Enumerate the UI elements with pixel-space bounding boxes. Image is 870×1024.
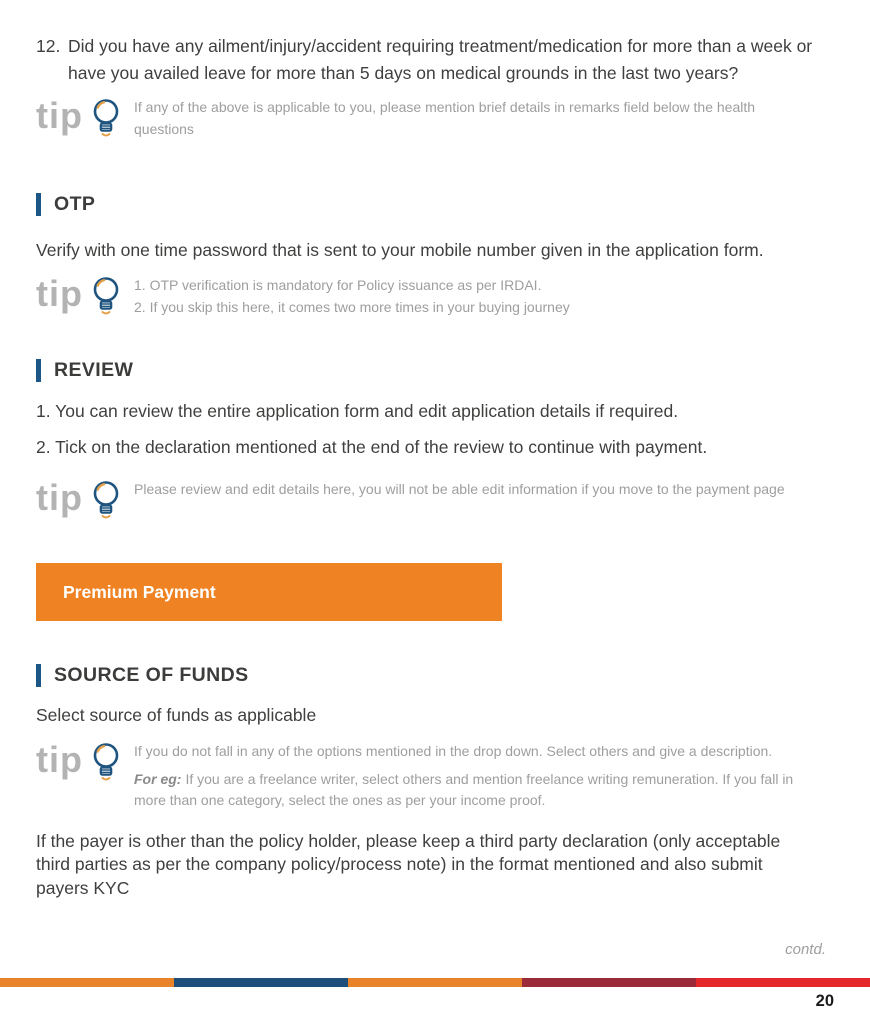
stripe-segment bbox=[696, 978, 870, 987]
lightbulb-icon bbox=[90, 94, 134, 145]
tip-text-funds-example: If you are a freelance writer, select others and mention freelance writing remuneration. If you fall in more than one category, select the ones as per your income proof. bbox=[134, 770, 794, 808]
section-accent-bar bbox=[36, 193, 41, 216]
review-step-2: 2. Tick on the declaration mentioned at the end of the review to continue with payment. bbox=[36, 437, 708, 457]
premium-payment-button[interactable] bbox=[36, 563, 502, 621]
tip-label: tip bbox=[36, 95, 83, 136]
review-step-1: 1. You can review the entire application form and edit application details if required. bbox=[36, 401, 679, 421]
section-title-review: REVIEW bbox=[54, 359, 134, 381]
tip-text-funds-intro: If you do not fall in any of the options mentioned in the drop down. Select others and give a description. bbox=[134, 743, 773, 759]
question-text: Did you have any ailment/injury/accident requiring treatment/medication for more than a week or have you availed leave for more than 5 days on medical grounds in the last two years? bbox=[68, 36, 813, 83]
stripe-segment bbox=[174, 978, 348, 987]
footer-stripe bbox=[0, 978, 870, 987]
section-accent-bar bbox=[36, 359, 41, 382]
question-number: 12. bbox=[36, 36, 61, 56]
tip-text-otp-line-2: 2. If you skip this here, it comes two more times in your buying journey bbox=[134, 298, 570, 315]
tip-text-otp-line-1: 1. OTP verification is mandatory for Policy issuance as per IRDAI. bbox=[134, 277, 542, 293]
tip-text-otp bbox=[134, 272, 570, 318]
section-title-source-of-funds: SOURCE OF FUNDS bbox=[54, 664, 249, 686]
tip-label: tip bbox=[36, 739, 83, 780]
stripe-segment bbox=[348, 978, 522, 987]
tip-row-review bbox=[36, 476, 822, 527]
stripe-segment bbox=[522, 978, 696, 987]
tip-row-health bbox=[36, 94, 822, 145]
question-12 bbox=[36, 33, 822, 86]
lightbulb-icon bbox=[90, 738, 134, 789]
premium-payment-label: Premium Payment bbox=[63, 581, 216, 602]
tip-text-funds bbox=[134, 738, 810, 812]
tip-row-funds bbox=[36, 738, 822, 812]
funds-description: Select source of funds as applicable bbox=[36, 705, 317, 725]
section-header-review bbox=[36, 359, 822, 382]
section-header-otp bbox=[36, 193, 822, 216]
tip-text-funds-example-block bbox=[134, 769, 810, 812]
stripe-segment bbox=[0, 978, 174, 987]
section-header-source-of-funds bbox=[36, 664, 822, 687]
lightbulb-icon bbox=[90, 272, 134, 323]
otp-description: Verify with one time password that is sent to your mobile number given in the application form. bbox=[36, 240, 764, 260]
tip-row-otp bbox=[36, 272, 822, 323]
section-title-otp: OTP bbox=[54, 193, 96, 215]
page-number: 20 bbox=[815, 992, 834, 1010]
tip-label: tip bbox=[36, 273, 83, 314]
lightbulb-icon bbox=[90, 476, 134, 527]
tip-text-review: Please review and edit details here, you will not be able edit information if you move to the payment page bbox=[134, 481, 785, 497]
contd-label: contd. bbox=[785, 941, 826, 958]
section-accent-bar bbox=[36, 664, 41, 687]
for-eg-label: For eg: bbox=[134, 770, 182, 787]
tip-label: tip bbox=[36, 477, 83, 518]
third-party-note: If the payer is other than the policy holder, please keep a third party declaration (only acceptable third parties as per the company policy/process note) in the format mentioned and also submit payers KYC bbox=[36, 830, 781, 898]
tip-text-health: If any of the above is applicable to you, please mention brief details in remarks field below the health questions bbox=[134, 99, 756, 137]
